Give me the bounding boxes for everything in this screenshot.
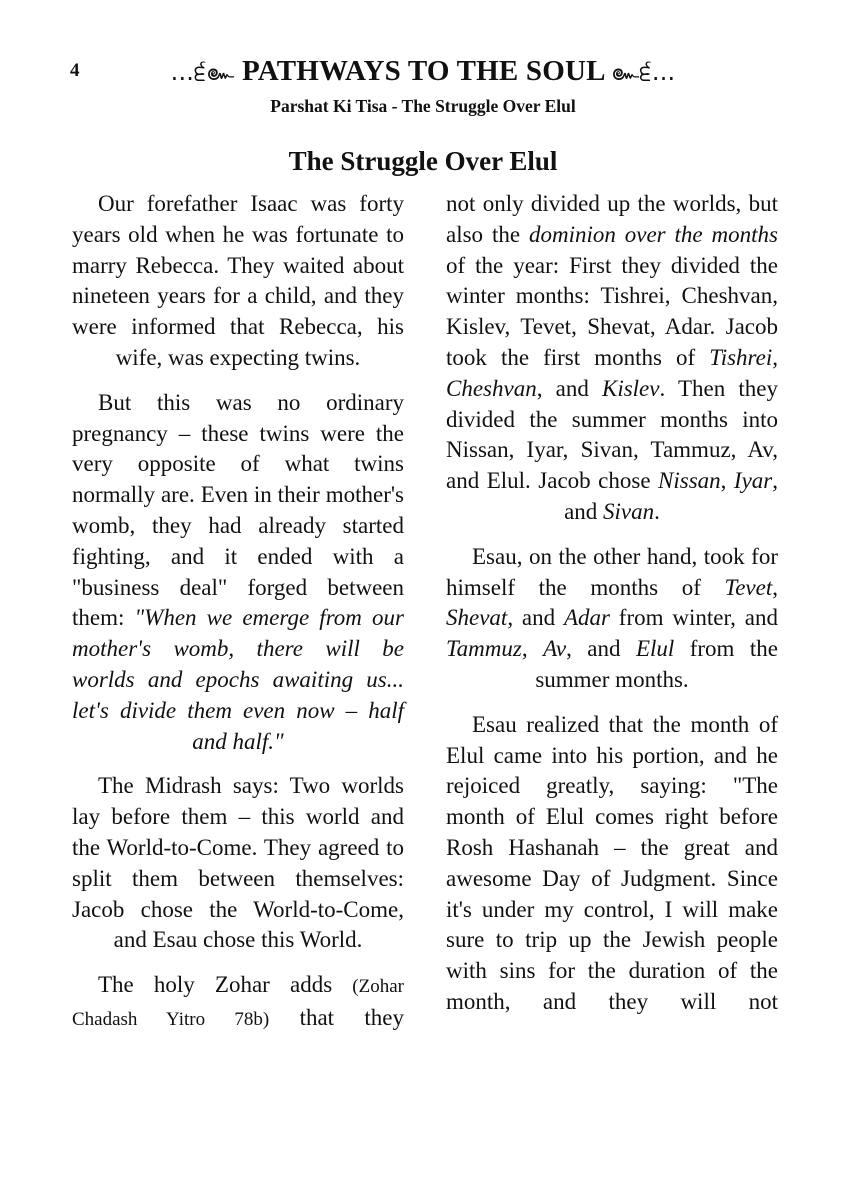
article-title: The Struggle Over Elul	[288, 146, 558, 176]
emphasis: Sivan	[603, 498, 655, 524]
text: , and	[507, 605, 564, 631]
paragraph: Esau realized that the month of Elul came into his portion, and he rejoiced greatly, saying: "The month of Elul comes right before Rosh Hashanah – the great and awesome Day of Judgment. Since it's under my control, I will make sure to trip up the Jewish people with sins for the duration of the month, and they will not	[446, 711, 778, 1014]
emphasis: Iyar	[733, 468, 773, 494]
paragraph	[72, 388, 404, 758]
text: The holy Zohar adds	[98, 972, 353, 998]
emphasis: dominion over the months	[528, 221, 778, 247]
emphasis: Shevat	[446, 605, 508, 631]
text: of the year: First they divided the winter months: Tishrei, Cheshvan, Kislev, Tevet, Shevat, Adar. Jacob took the first months of	[446, 252, 778, 370]
right-column	[446, 189, 778, 1032]
paragraph: The Midrash says: Two worlds lay before them – this world and the World-to-Come. They agreed to split them between themselves: Jacob chose the World-to-Come, and Esau chose this World.	[72, 773, 404, 953]
emphasis: Kislev	[601, 375, 660, 401]
emphasis: Cheshvan	[446, 375, 537, 401]
quote: "When we emerge from our mother's womb, there will be worlds and epochs awaiting us... let's divide them even now – half and half."	[72, 605, 404, 754]
publication-title: PATHWAYS TO THE SOUL	[241, 55, 605, 87]
text: ,	[772, 344, 778, 370]
emphasis: Tammuz	[446, 636, 522, 662]
emphasis: Av	[543, 636, 567, 662]
paragraph	[72, 970, 404, 1036]
ornament-left-icon: ...੬๛	[170, 58, 235, 86]
text: that they	[269, 1004, 404, 1030]
text: But this was no ordinary pregnancy – these twins were the very opposite of what twins normally are. Even in their mother's womb, they had already started fighting, and it ended with a "business deal" forged between them:	[72, 389, 404, 631]
text: . Then they divided the summer months into Nissan, Iyar, Sivan, Tammuz, Av, and Elul. Jacob chose	[446, 375, 778, 494]
text: from the summer months.	[535, 636, 778, 692]
left-column	[72, 189, 404, 1050]
paragraph: Our forefather Isaac was forty years old when he was fortunate to marry Rebecca. They waited about nineteen years for a child, and they were informed that Rebecca, his wife, was expecting twins.	[72, 191, 404, 370]
text: ,	[521, 636, 544, 662]
emphasis: Tevet	[724, 574, 773, 600]
text: ,	[720, 468, 734, 494]
running-subtitle: Parshat Ki Tisa - The Struggle Over Elul	[270, 96, 576, 116]
text: , and	[564, 468, 778, 524]
text: Esau, on the other hand, took for himself the months of	[446, 543, 778, 600]
citation: (Zohar Chadash Yitro 78b)	[72, 976, 404, 1030]
text: not only divided up the worlds, but also the	[446, 191, 778, 247]
text: from winter, and	[609, 605, 778, 631]
text: , and	[536, 375, 602, 401]
emphasis: Nissan	[658, 468, 721, 494]
running-header	[0, 52, 846, 91]
text: ,	[772, 574, 778, 600]
text: , and	[566, 636, 636, 662]
emphasis: Tishrei	[709, 344, 773, 370]
emphasis: Elul	[635, 636, 675, 662]
paragraph	[446, 542, 778, 696]
ornament-right-icon: ๛੬...	[611, 58, 676, 86]
text: .	[654, 498, 660, 524]
page-number: 4	[70, 60, 80, 81]
paragraph	[446, 189, 778, 528]
emphasis: Adar	[563, 605, 610, 631]
